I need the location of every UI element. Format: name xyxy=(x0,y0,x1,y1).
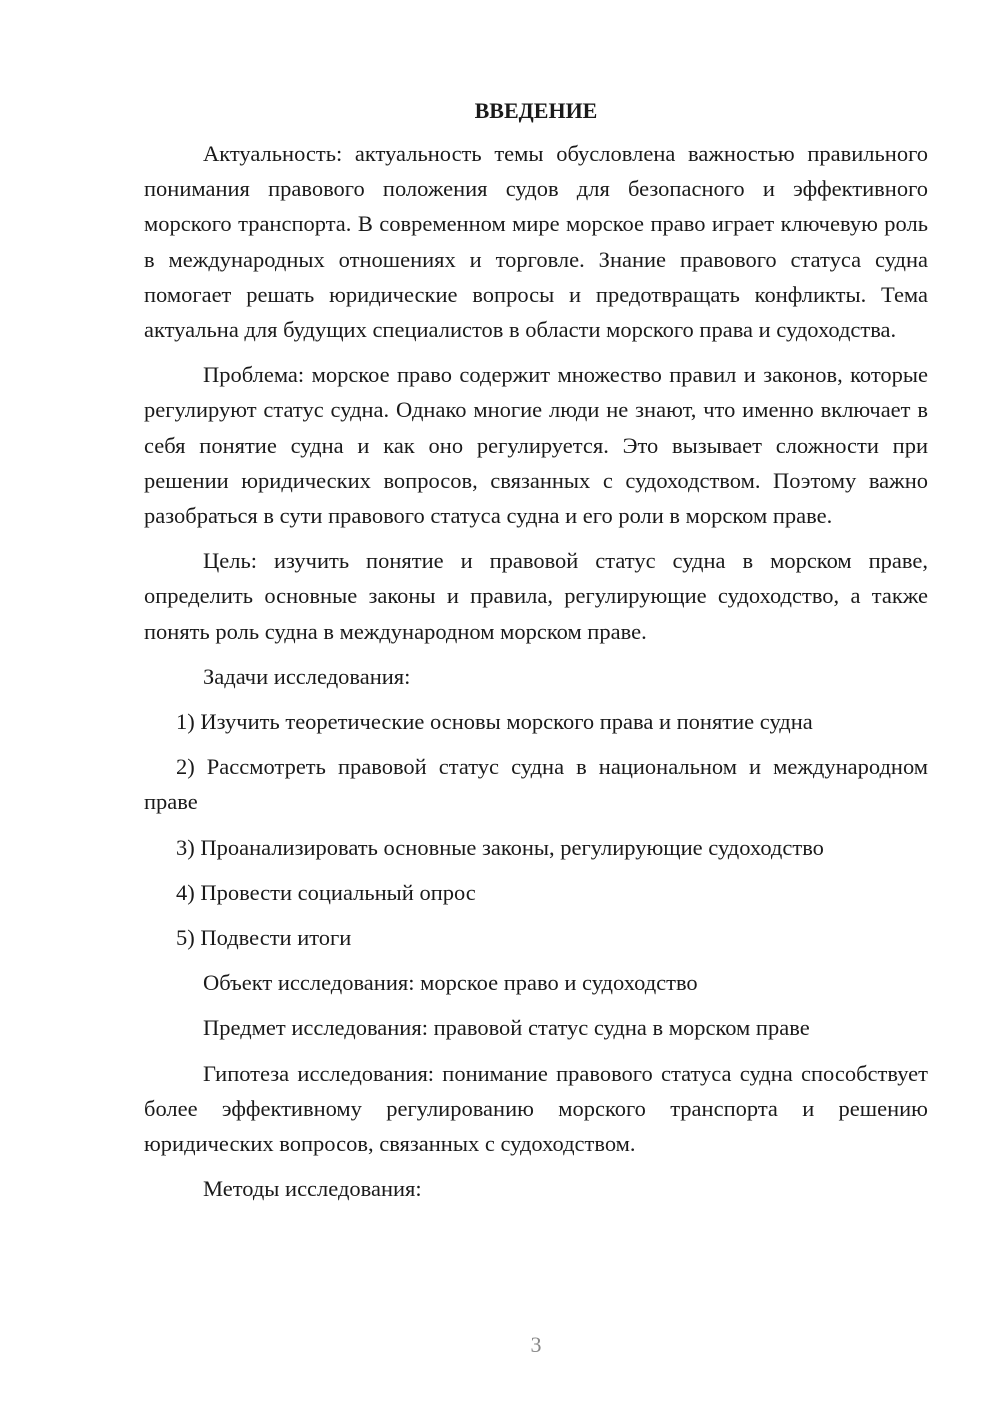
object-paragraph: Объект исследования: морское право и судоходство xyxy=(203,970,698,996)
task-item-2: 2) Рассмотреть правовой статус судна в национальном и международном праве xyxy=(144,754,928,815)
relevance-paragraph: Актуальность: актуальность темы обусловлена важностью правильного понимания правового положения судов для безопасного и эффективного морского транспорта. В современном мире морское право играет ключевую роль в международных отношениях и торговле. Знание правового статуса судна помогает решать юридические вопросы и предотвращать конфликты. Тема актуальна для будущих специалистов в области морского права и судоходства. xyxy=(144,141,928,343)
hypothesis-paragraph: Гипотеза исследования: понимание правового статуса судна способствует более эффективному регулированию морского транспорта и решению юридических вопросов, связанных с судоходством. xyxy=(144,1060,928,1157)
methods-intro: Методы исследования: xyxy=(203,1176,422,1202)
task-item-4: 4) Провести социальный опрос xyxy=(176,879,476,905)
page-number: 3 xyxy=(530,1332,542,1357)
task-item-5: 5) Подвести итоги xyxy=(176,925,352,951)
goal-paragraph: Цель: изучить понятие и правовой статус судна в морском праве, определить основные законы и правила, регулирующие судоходство, а также понять роль судна в международном морском праве. xyxy=(144,548,928,644)
document-body xyxy=(144,96,928,1216)
task-item-1: 1) Изучить теоретические основы морского права и понятие судна xyxy=(176,709,813,735)
tasks-intro: Задачи исследования: xyxy=(203,663,411,689)
task-item-3: 3) Проанализировать основные законы, регулирующие судоходство xyxy=(176,834,824,860)
problem-paragraph: Проблема: морское право содержит множество правил и законов, которые регулируют статус судна. Однако многие люди не знают, что именно включает в себя понятие судна и как оно регулируется. Это вызывает сложности при решении юридических вопросов, связанных с судоходством. Поэтому важно разобраться в сути правового статуса судна и его роли в морском праве. xyxy=(144,362,928,529)
section-heading: ВВЕДЕНИЕ xyxy=(474,98,598,123)
subject-paragraph: Предмет исследования: правовой статус судна в морском праве xyxy=(203,1015,810,1041)
